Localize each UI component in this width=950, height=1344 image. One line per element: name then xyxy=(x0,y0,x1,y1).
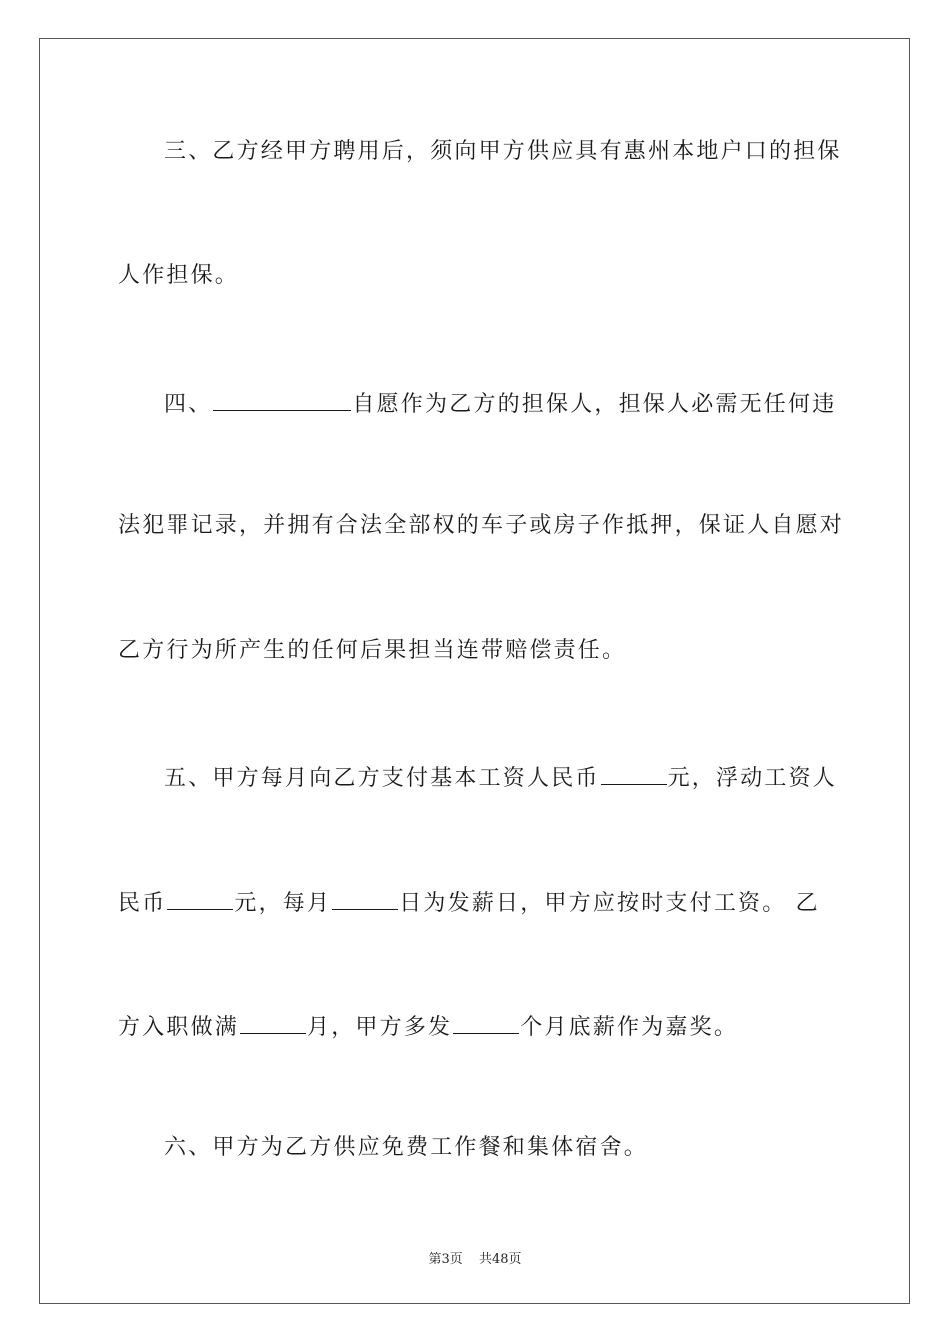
bonus-months-blank xyxy=(453,1013,519,1034)
paragraph-5-line-1 xyxy=(164,764,837,790)
paragraph-4-text-2: 法犯罪记录，并拥有合法全部权的车子或房子作抵押，保证人自愿对 xyxy=(118,513,845,538)
total-pages: 共48页 xyxy=(478,1252,522,1267)
base-salary-blank xyxy=(601,764,667,785)
paragraph-5-line-2 xyxy=(118,889,820,915)
payday-blank xyxy=(332,889,398,910)
paragraph-4-line-1 xyxy=(164,390,836,416)
page-border xyxy=(39,38,910,1304)
paragraph-6-text-1: 六、甲方为乙方供应免费工作餐和集体宿舍。 xyxy=(164,1135,649,1160)
paragraph-5-text-2a: 民币 xyxy=(118,891,167,916)
paragraph-5-text-3b: 月，甲方多发 xyxy=(307,1015,453,1040)
paragraph-5-text-1b: 元，浮动工资人 xyxy=(667,766,838,791)
paragraph-5-text-2c: 日为发薪日，甲方应按时支付工资。 乙 xyxy=(399,891,820,916)
page-footer xyxy=(0,1248,950,1267)
paragraph-5-line-3 xyxy=(118,1013,738,1039)
paragraph-4-suffix: 自愿作为乙方的担保人，担保人必需无任何违 xyxy=(352,392,837,417)
paragraph-4-line-2 xyxy=(118,515,844,537)
guarantor-name-blank xyxy=(213,390,351,411)
page-number: 第3页 xyxy=(428,1252,463,1267)
months-served-blank xyxy=(240,1013,306,1034)
paragraph-6-line-1 xyxy=(164,1137,648,1159)
paragraph-4-prefix: 四、 xyxy=(164,392,213,417)
paragraph-5-text-3c: 个月底薪作为嘉奖。 xyxy=(520,1015,739,1040)
paragraph-4-text-3: 乙方行为所产生的任何后果担当连带赔偿责任。 xyxy=(118,638,627,663)
paragraph-3-text-2: 人作担保。 xyxy=(118,263,240,288)
paragraph-5-text-3a: 方入职做满 xyxy=(118,1015,240,1040)
paragraph-3-text-1: 三、乙方经甲方聘用后，须向甲方供应具有惠州本地户口的担保 xyxy=(164,139,842,164)
paragraph-3-line-2 xyxy=(118,265,239,287)
paragraph-3-line-1 xyxy=(164,141,842,163)
paragraph-5-text-1a: 五、甲方每月向乙方支付基本工资人民币 xyxy=(164,766,600,791)
paragraph-5-text-2b: 元，每月 xyxy=(234,891,332,916)
floating-salary-blank xyxy=(167,889,233,910)
paragraph-4-line-3 xyxy=(118,640,626,662)
